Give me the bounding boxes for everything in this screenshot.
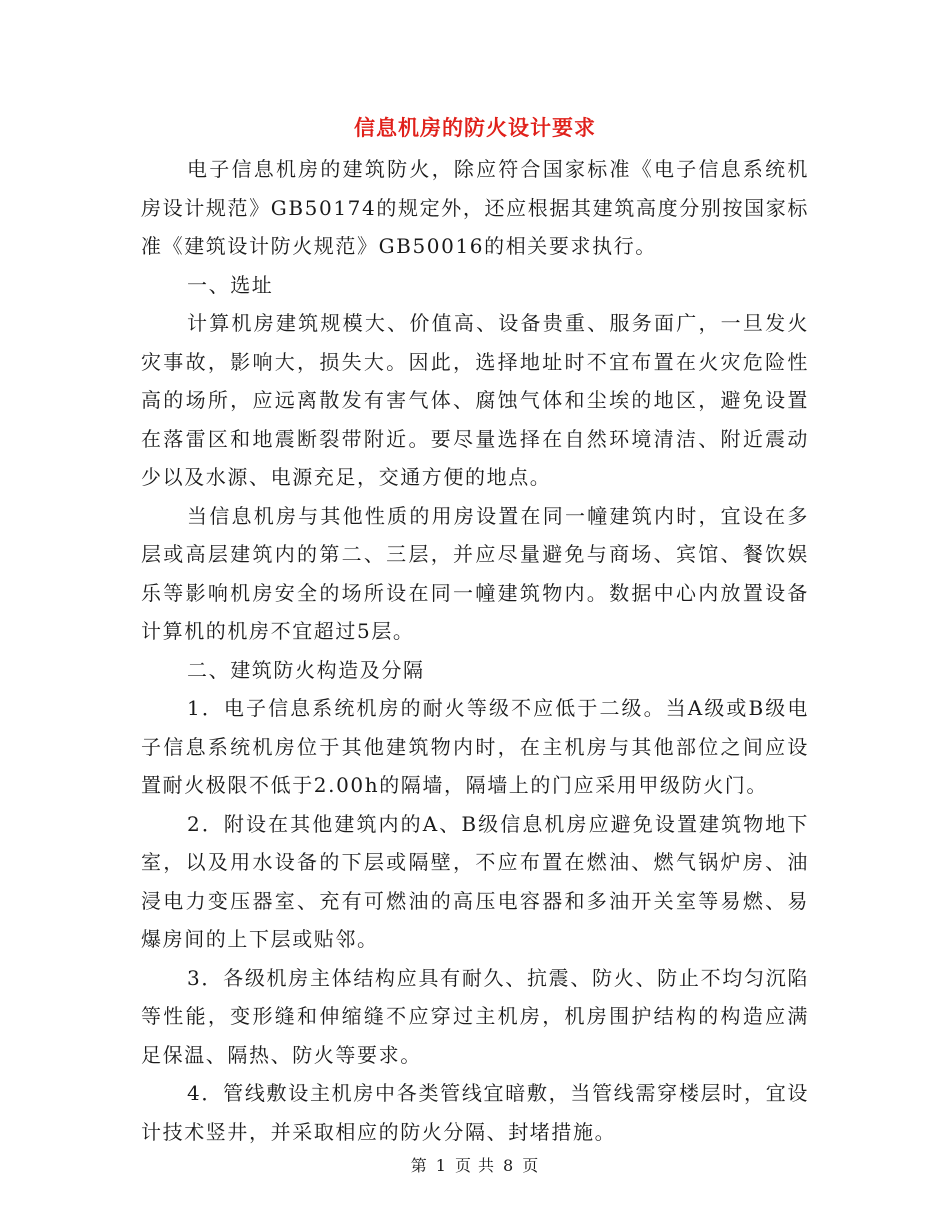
page-footer xyxy=(0,1156,950,1176)
footer-middle: 页 共 xyxy=(454,1156,496,1175)
paragraph-intro: 电子信息机房的建筑防火，除应符合国家标准《电子信息系统机房设计规范》GB50174的规定外，还应根据其建筑高度分别按国家标准《建筑设计防火规范》GB50016的相关要求执行。 xyxy=(141,157,809,258)
footer-total-pages: 8 xyxy=(503,1156,515,1175)
footer-page-number: 1 xyxy=(435,1156,447,1175)
section-heading-site-selection: 一、选址 xyxy=(187,272,274,297)
document-body xyxy=(141,150,809,1151)
footer-prefix: 第 xyxy=(410,1156,428,1175)
paragraph-item-3: 3．各级机房主体结构应具有耐久、抗震、防火、防止不均匀沉陷等性能，变形缝和伸缩缝不应穿过主机房，机房围护结构的构造应满足保温、隔热、防火等要求。 xyxy=(141,965,809,1067)
paragraph-site-risk: 计算机房建筑规模大、价值高、设备贵重、服务面广，一旦发火灾事故，影响大，损失大。因此，选择地址时不宜布置在火灾危险性高的场所，应远离散发有害气体、腐蚀气体和尘埃的地区，避免设置在落雷区和地震断裂带附近。要尽量选择在自然环境清洁、附近震动少以及水源、电源充足，交通方便的地点。 xyxy=(141,311,809,489)
section-heading-construction: 二、建筑防火构造及分隔 xyxy=(187,657,425,682)
paragraph-item-2: 2．附设在其他建筑内的A、B级信息机房应避免设置建筑物地下室，以及用水设备的下层或隔壁，不应布置在燃油、燃气锅炉房、油浸电力变压器室、充有可燃油的高压电容器和多油开关室等易燃、易爆房间的上下层或贴邻。 xyxy=(141,811,809,951)
paragraph-item-1: 1．电子信息系统机房的耐火等级不应低于二级。当A级或B级电子信息系统机房位于其他建筑物内时，在主机房与其他部位之间应设置耐火极限不低于2.00h的隔墙，隔墙上的门应采用甲级防火门。 xyxy=(141,696,809,797)
paragraph-item-4: 4．管线敷设主机房中各类管线宜暗敷，当管线需穿楼层时，宜设计技术竖井，并采取相应的防火分隔、封堵措施。 xyxy=(141,1081,809,1144)
paragraph-floor-placement: 当信息机房与其他性质的用房设置在同一幢建筑内时，宜设在多层或高层建筑内的第二、三层，并应尽量避免与商场、宾馆、餐饮娱乐等影响机房安全的场所设在同一幢建筑物内。数据中心内放置设备计算机的机房不宜超过5层。 xyxy=(141,503,809,643)
document-title: 信息机房的防火设计要求 xyxy=(354,116,596,140)
footer-suffix: 页 xyxy=(522,1156,540,1175)
